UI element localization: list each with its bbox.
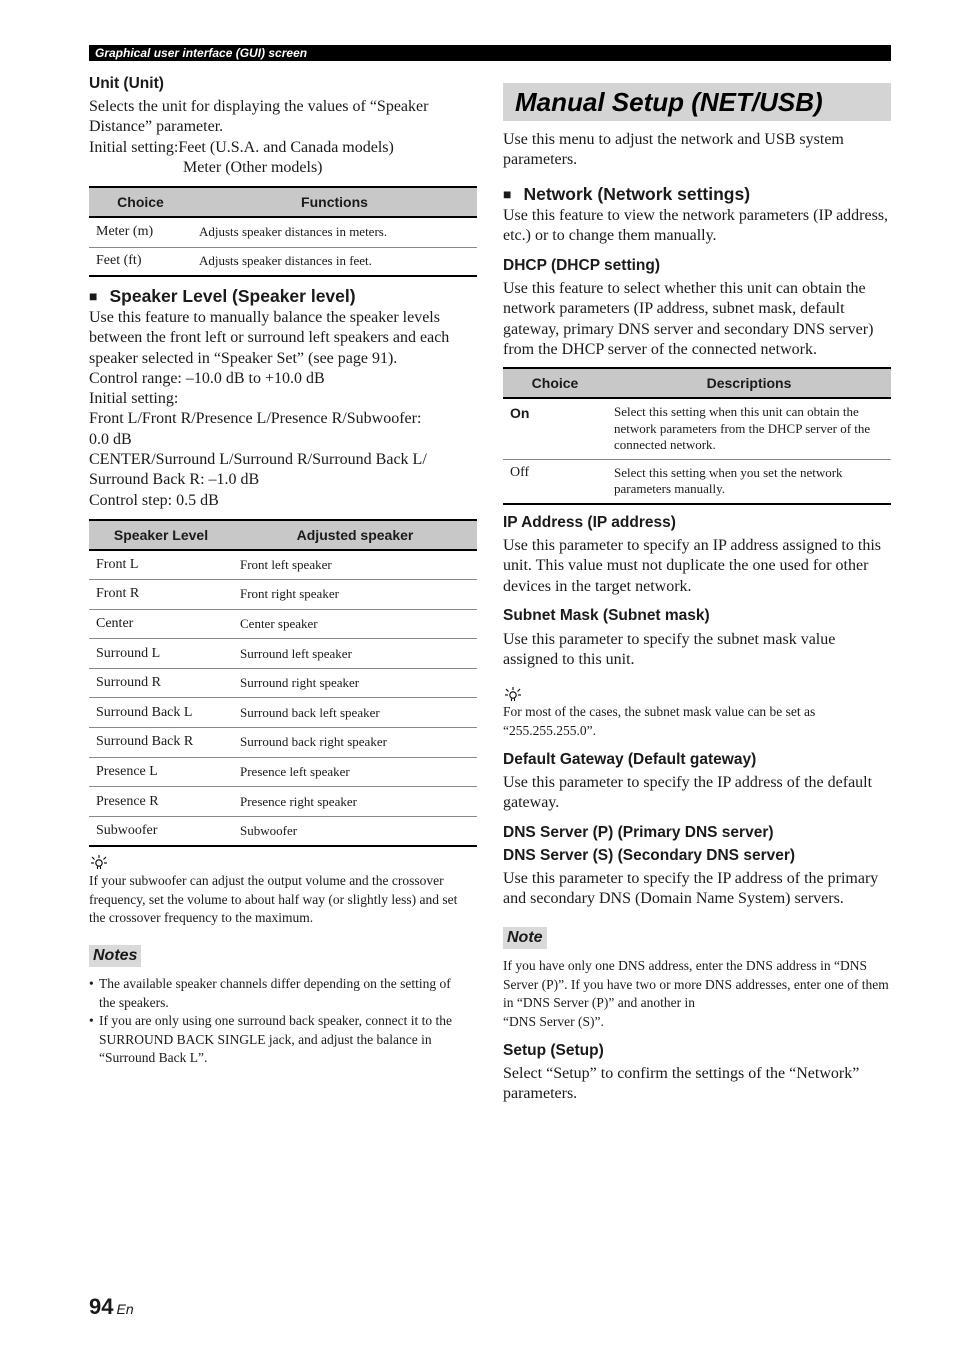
unit-table (89, 186, 477, 277)
tip-lightbulb-icon (504, 686, 522, 702)
setup-heading: Setup (Setup) (503, 1042, 604, 1059)
adjusted-speaker-cell: Front right speaker (233, 580, 477, 610)
speaker-level-cell: Surround Back R (89, 728, 233, 758)
subwoofer-tip: If your subwoofer can adjust the output volume and the crossover frequency, set the volume to about half way (or slightly less) and set the crossover frequency to the maximum. (89, 873, 458, 925)
dns-secondary-heading: DNS Server (S) (Secondary DNS server) (503, 847, 796, 864)
table-row (89, 757, 477, 787)
notes-label-wrap (89, 945, 141, 967)
square-bullet-icon: ■ (89, 288, 98, 304)
unit-function-cell: Adjusts speaker distances in meters. (192, 217, 477, 247)
dhcp-table-header-descriptions: Descriptions (607, 368, 891, 398)
dhcp-choice-cell: Off (503, 459, 607, 504)
speaker-level-table (89, 519, 477, 847)
notes-label: Notes (89, 945, 141, 967)
network-heading (503, 183, 750, 206)
speaker-level-control-step: Control step: 0.5 dB (89, 491, 219, 509)
table-row (89, 787, 477, 817)
table-row (89, 816, 477, 846)
tip-lightbulb-icon (90, 854, 108, 870)
table-row (503, 459, 891, 504)
adjusted-speaker-cell: Presence left speaker (233, 757, 477, 787)
speaker-level-cell: Surround L (89, 639, 233, 669)
speaker-level-control-range: Control range: –10.0 dB to +10.0 dB (89, 369, 325, 387)
speaker-table-header-level: Speaker Level (89, 520, 233, 550)
dhcp-description-cell: Select this setting when you set the network parameters manually. (607, 459, 891, 504)
dhcp-description-cell: Select this setting when this unit can obtain the network parameters from the DHCP server of the connected network. (607, 398, 891, 459)
page-language: En (116, 1301, 134, 1317)
page-title: Manual Setup (NET/USB) (503, 83, 891, 121)
table-row (89, 698, 477, 728)
ip-address-heading: IP Address (IP address) (503, 514, 676, 531)
dhcp-description: Use this feature to select whether this unit can obtain the network parameters (IP address, subnet mask, default gateway, primary DNS server and secondary DNS server) from the DHCP server of the connected network. (503, 280, 874, 358)
adjusted-speaker-cell: Surround left speaker (233, 639, 477, 669)
note-label: Note (503, 927, 547, 949)
unit-initial-line1: Feet (U.S.A. and Canada models) (178, 139, 394, 156)
speaker-level-cell: Front R (89, 580, 233, 610)
dhcp-table-wrap (503, 367, 891, 505)
subnet-mask-heading: Subnet Mask (Subnet mask) (503, 607, 710, 624)
adjusted-speaker-cell: Surround back right speaker (233, 728, 477, 758)
dns-primary-heading: DNS Server (P) (Primary DNS server) (503, 824, 774, 841)
dns-description: Use this parameter to specify the IP address of the primary and secondary DNS (Domain Name System) servers. (503, 870, 879, 908)
unit-heading: Unit (Unit) (89, 75, 164, 92)
adjusted-speaker-cell: Surround back left speaker (233, 698, 477, 728)
speaker-table-header-adjusted: Adjusted speaker (233, 520, 477, 550)
adjusted-speaker-cell: Presence right speaker (233, 787, 477, 817)
adjusted-speaker-cell: Center speaker (233, 609, 477, 639)
speaker-level-cell: Surround Back L (89, 698, 233, 728)
speaker-level-cell: Front L (89, 550, 233, 580)
speaker-level-cell: Subwoofer (89, 816, 233, 846)
adjusted-speaker-cell: Surround right speaker (233, 668, 477, 698)
table-row (89, 247, 477, 276)
list-item: • The available speaker channels differ depending on the setting of the speakers. (89, 975, 469, 1012)
speaker-level-cell: Presence R (89, 787, 233, 817)
speaker-level-table-wrap (89, 519, 477, 847)
speaker-level-initial-center: CENTER/Surround L/Surround R/Surround Back L/ Surround Back R: –1.0 dB (89, 451, 427, 489)
unit-choice-cell: Feet (ft) (89, 247, 192, 276)
adjusted-speaker-cell: Front left speaker (233, 550, 477, 580)
adjusted-speaker-cell: Subwoofer (233, 816, 477, 846)
table-row (89, 728, 477, 758)
square-bullet-icon: ■ (503, 186, 512, 202)
unit-description: Selects the unit for displaying the values of “Speaker Distance” parameter. (89, 98, 429, 136)
speaker-level-initial-front: Front L/Front R/Presence L/Presence R/Subwoofer: 0.0 dB (89, 410, 422, 448)
speaker-level-heading-text: Speaker Level (Speaker level) (109, 286, 356, 306)
dns-note-line2: “DNS Server (S)”. (503, 1014, 604, 1029)
subnet-mask-tip: For most of the cases, the subnet mask value can be set as “255.255.255.0”. (503, 704, 816, 738)
speaker-level-body (89, 308, 477, 511)
default-gateway-description: Use this parameter to specify the IP address of the default gateway. (503, 774, 873, 812)
unit-table-wrap (89, 186, 477, 277)
ip-address-description: Use this parameter to specify an IP address assigned to this unit. This value must not duplicate the one used for other devices in the target network. (503, 537, 881, 595)
list-item: • If you are only using one surround back speaker, connect it to the SURROUND BACK SINGLE jack, and adjust the balance in “Surround Back L”. (89, 1012, 469, 1068)
note-label-wrap (503, 927, 547, 949)
dhcp-table-header-choice: Choice (503, 368, 607, 398)
manual-setup-intro: Use this menu to adjust the network and USB system parameters. (503, 131, 844, 169)
speaker-level-cell: Presence L (89, 757, 233, 787)
dhcp-choice-cell: On (503, 398, 607, 459)
table-row (89, 550, 477, 580)
table-row (89, 580, 477, 610)
unit-initial-label: Initial setting: (89, 139, 179, 156)
speaker-level-initial-label: Initial setting: (89, 390, 179, 408)
page-number (89, 1294, 134, 1320)
unit-table-header-choice: Choice (89, 187, 192, 217)
notes-list (89, 975, 469, 1068)
speaker-level-description: Use this feature to manually balance the speaker levels between the front left or surround left speakers and each speaker selected in “Speaker Set” (see page 91). (89, 309, 450, 367)
unit-function-cell: Adjusts speaker distances in feet. (192, 247, 477, 276)
network-heading-text: Network (Network settings) (523, 184, 751, 204)
speaker-level-heading (89, 285, 356, 308)
table-row (89, 217, 477, 247)
table-row (89, 639, 477, 669)
default-gateway-heading: Default Gateway (Default gateway) (503, 751, 757, 768)
setup-description: Select “Setup” to confirm the settings of the “Network” parameters. (503, 1065, 860, 1103)
dhcp-table (503, 367, 891, 505)
unit-table-header-functions: Functions (192, 187, 477, 217)
table-row (89, 668, 477, 698)
unit-initial-setting (89, 138, 477, 158)
page-number-value: 94 (89, 1294, 114, 1319)
speaker-level-cell: Surround R (89, 668, 233, 698)
table-row (503, 398, 891, 459)
unit-initial-line2: Meter (Other models) (183, 159, 323, 176)
table-row (89, 609, 477, 639)
section-header-bar: Graphical user interface (GUI) screen (89, 45, 891, 61)
unit-choice-cell: Meter (m) (89, 217, 192, 247)
dns-note-line1: If you have only one DNS address, enter the DNS address in “DNS Server (P)”. If you have two or more DNS addresses, enter one of them in “DNS Server (P)” and another in (503, 958, 889, 1010)
network-description: Use this feature to view the network parameters (IP address, etc.) or to change them manually. (503, 207, 889, 245)
speaker-level-cell: Center (89, 609, 233, 639)
dhcp-heading: DHCP (DHCP setting) (503, 257, 661, 274)
subnet-mask-description: Use this parameter to specify the subnet mask value assigned to this unit. (503, 631, 836, 669)
